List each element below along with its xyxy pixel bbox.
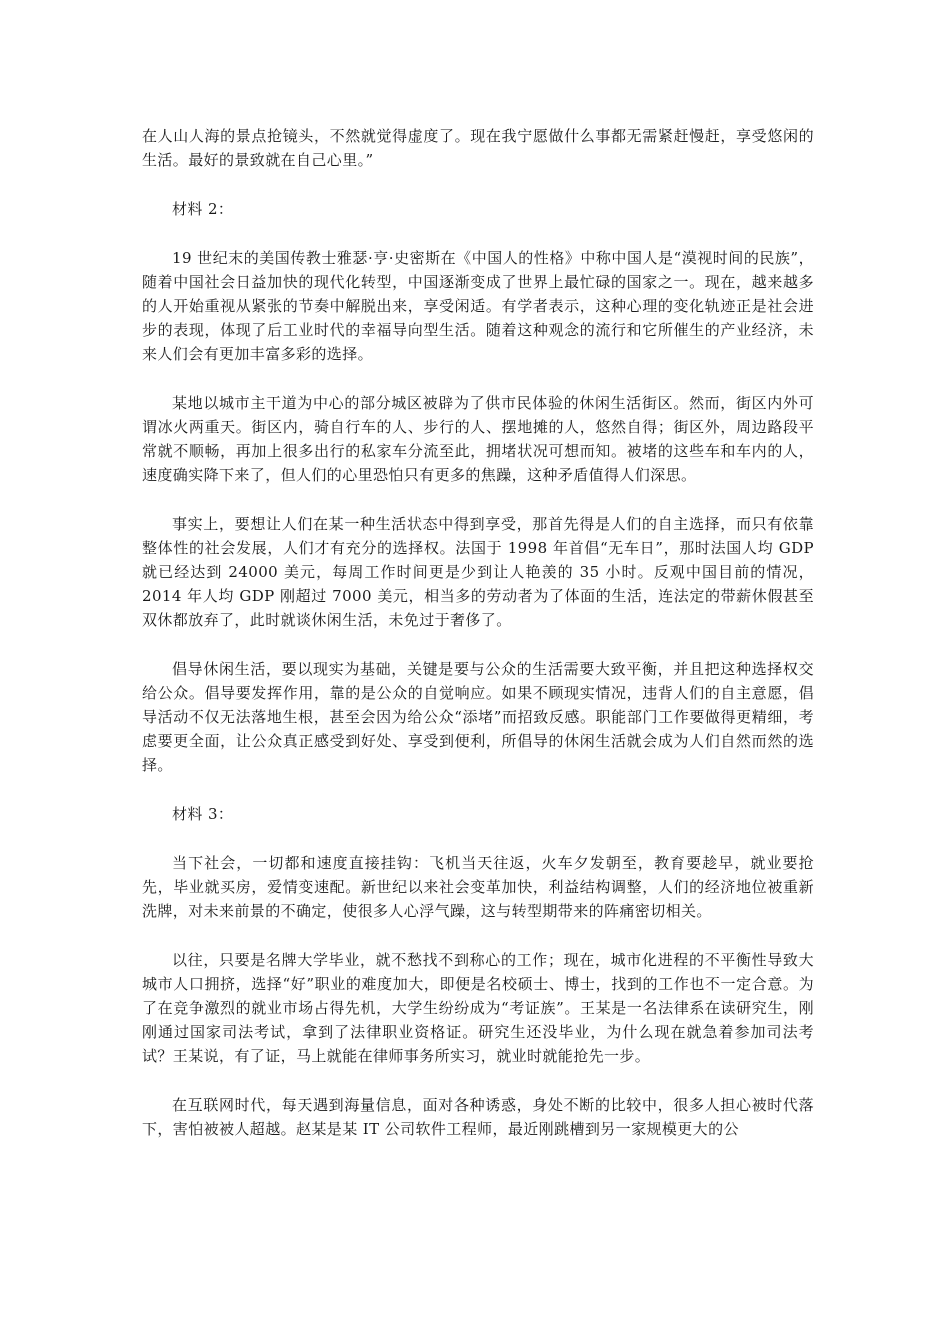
- paragraph: 19 世纪末的美国传教士雅瑟·亨·史密斯在《中国人的性格》中称中国人是“漠视时间的民族”，随着中国社会日益加快的现代化转型，中国逐渐变成了世界上最忙碌的国家之一。现在，越来越多的人开始重视从紧张的节奏中解脱出来，享受闲适。有学者表示，这种心理的变化轨迹正是社会进步的表现，体现了后工业时代的幸福导向型生活。随着这种观念的流行和它所催生的产业经济，未来人们会有更加丰富多彩的选择。: [142, 249, 814, 363]
- paragraph: 以往，只要是名牌大学毕业，就不愁找不到称心的工作；现在，城市化进程的不平衡性导致大城市人口拥挤，选择“好”职业的难度加大，即便是名校硕士、博士，找到的工作也不一定合意。为了在竞争激烈的就业市场占得先机，大学生纷纷成为“考证族”。王某是一名法律系在读研究生，刚刚通过国家司法考试，拿到了法律职业资格证。研究生还没毕业，为什么现在就急着参加司法考试？王某说，有了证，马上就能在律师事务所实习，就业时就能抢先一步。: [142, 951, 814, 1065]
- section-heading-material-3: 材料 3：: [172, 805, 234, 823]
- paragraph-continuation: 在人山人海的景点抢镜头，不然就觉得虚度了。现在我宁愿做什么事都无需紧赶慢赶，享受悠闲的生活。最好的景致就在自己心里。”: [142, 127, 814, 169]
- paragraph: 在互联网时代，每天遇到海量信息，面对各种诱惑，身处不断的比较中，很多人担心被时代落下，害怕被被人超越。赵某是某 IT 公司软件工程师，最近刚跳槽到另一家规模更大的公: [142, 1096, 814, 1138]
- paragraph: 事实上，要想让人们在某一种生活状态中得到享受，那首先得是人们的自主选择，而只有依靠整体性的社会发展，人们才有充分的选择权。法国于 1998 年首倡“无车日”，那时法国人均 GDP 就已经达到 24000 美元，每周工作时间更是少到让人艳羡的 35 小时。反观中国目前的情况，2014 年人均 GDP 刚超过 7000 美元，相当多的劳动者为了体面的生活，连法定的带薪休假甚至双休都放弃了，此时就谈休闲生活，未免过于奢侈了。: [142, 515, 814, 629]
- section-heading-material-2: 材料 2：: [172, 200, 234, 218]
- document-body: [142, 124, 814, 1166]
- paragraph: 当下社会，一切都和速度直接挂钩：飞机当天往返，火车夕发朝至，教育要趁早，就业要抢先，毕业就买房，爱情变速配。新世纪以来社会变革加快，利益结构调整，人们的经济地位被重新洗牌，对未来前景的不确定，使很多人心浮气躁，这与转型期带来的阵痛密切相关。: [142, 854, 814, 920]
- paragraph: 某地以城市主干道为中心的部分城区被辟为了供市民体验的休闲生活街区。然而，街区内外可谓冰火两重天。街区内，骑自行车的人、步行的人、摆地摊的人，悠然自得；街区外，周边路段平常就不顺畅，再加上很多出行的私家车分流至此，拥堵状况可想而知。被堵的这些车和车内的人，速度确实降下来了，但人们的心里恐怕只有更多的焦躁，这种矛盾值得人们深思。: [142, 394, 814, 484]
- paragraph: 倡导休闲生活，要以现实为基础，关键是要与公众的生活需要大致平衡，并且把这种选择权交给公众。倡导要发挥作用，靠的是公众的自觉响应。如果不顾现实情况，违背人们的自主意愿，倡导活动不仅无法落地生根，甚至会因为给公众“添堵”而招致反感。职能部门工作要做得更精细，考虑要更全面，让公众真正感受到好处、享受到便利，所倡导的休闲生活就会成为人们自然而然的选择。: [142, 660, 814, 774]
